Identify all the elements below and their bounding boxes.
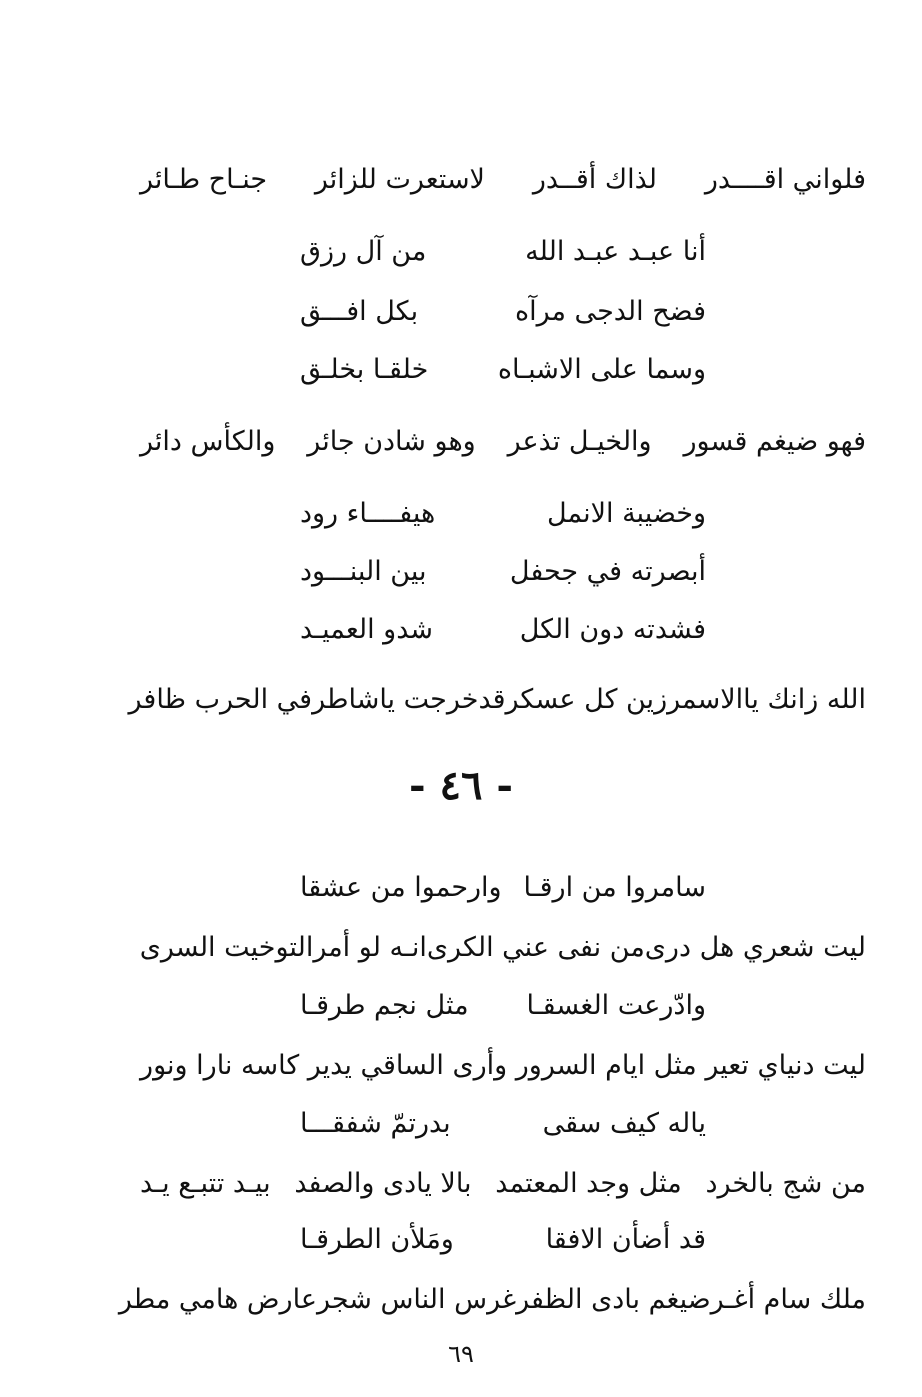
hemistich-left: ومَلأن الطرقـا [300,1224,454,1255]
verse-cell: ملك سام أغـر [710,1284,866,1315]
hemistich-left: بدرتمّ شفقـــا [300,1108,451,1139]
page-number: ٦٩ [448,1340,474,1368]
verse-line-2 [140,418,866,466]
verse-cell: والكأس دائر [140,426,276,457]
couplet [300,228,706,276]
verse-cell: ليت دنياي تعير [705,1050,866,1081]
verse-cell: ليت شعري هل درى [644,932,866,963]
hemistich-right: فضح الدجى مرآه [514,296,706,327]
verse-line [140,1160,866,1208]
verse-line [140,1042,866,1090]
hemistich-right: سامروا من ارقـا [523,872,706,903]
verse-line-1 [140,156,866,204]
verse-line [140,924,866,972]
verse-cell: غرس الناس شجر [316,1284,517,1315]
verse-cell: زين كل عسكر [505,684,668,715]
couplet [300,346,706,394]
hemistich-left: خلقـا بخلـق [300,354,429,385]
couplet [300,1216,706,1264]
hemistich-right: وسما على الاشبـاه [497,354,706,385]
hemistich-right: أنا عبـد عبـد الله [525,236,706,267]
verse-cell: مثل ايام السرور [515,1050,697,1081]
verse-cell: بالا يادى والصفد [294,1168,472,1199]
hemistich-left: بكل افـــق [300,296,419,327]
verse-line-3 [128,676,866,724]
verse-cell: قدخرجت ياشاطر [312,684,506,715]
verse-cell: من شج بالخرد [705,1168,866,1199]
verse-cell: وهو شادن جائر [307,426,476,457]
verse-cell: ضيغم بادى الظفر [516,1284,711,1315]
hemistich-right: ياله كيف سقى [542,1108,706,1139]
verse-cell: بيـد تتبـع يـد [140,1168,271,1199]
hemistich-left: شدو العميـد [300,614,434,645]
verse-cell: من نفى عني الكرى [426,932,645,963]
couplet [300,548,706,596]
hemistich-right: قد أضأن الافقا [545,1224,706,1255]
verse-cell: لاستعرت للزائر [314,164,485,195]
hemistich-left: بين البنـــود [300,556,427,587]
verse-cell: انـه لو أمرا [305,932,427,963]
hemistich-right: وخضيبة الانمل [547,498,706,529]
verse-cell: جنـاح طـائر [140,164,268,195]
verse-cell: الله زانك ياالاسمر [667,684,866,715]
hemistich-right: أبصرته في جحفل [509,556,706,587]
verse-cell: كاسه نارا ونور [140,1050,300,1081]
hemistich-left: من آل رزق [300,236,427,267]
hemistich-left: مثل نجم طرقـا [300,990,469,1021]
verse-line [118,1276,866,1324]
verse-cell: وأرى الساقي يدير [307,1050,508,1081]
poem-number-heading: - ٤٦ - [408,762,514,809]
couplet [300,982,706,1030]
verse-cell: والخيـل تذعر [507,426,652,457]
couplet [300,490,706,538]
hemistich-right: وادّرعت الغسقـا [526,990,706,1021]
verse-cell: فهو ضيغم قسور [683,426,866,457]
couplet [300,1100,706,1148]
verse-cell: فلواني اقــــدر [704,164,866,195]
couplet [300,864,706,912]
couplet [300,606,706,654]
hemistich-left: وارحموا من عشقا [300,872,502,903]
couplet [300,288,706,336]
verse-cell: عارض هامي مطر [118,1284,317,1315]
verse-cell: لذاك أقــدر [532,164,657,195]
hemistich-right: فشدته دون الكل [519,614,706,645]
verse-cell: لتوخيت السرى [139,932,306,963]
verse-cell: مثل وجد المعتمد [495,1168,682,1199]
verse-cell: في الحرب ظافر [128,684,313,715]
hemistich-left: هيفــــاء رود [300,498,436,529]
